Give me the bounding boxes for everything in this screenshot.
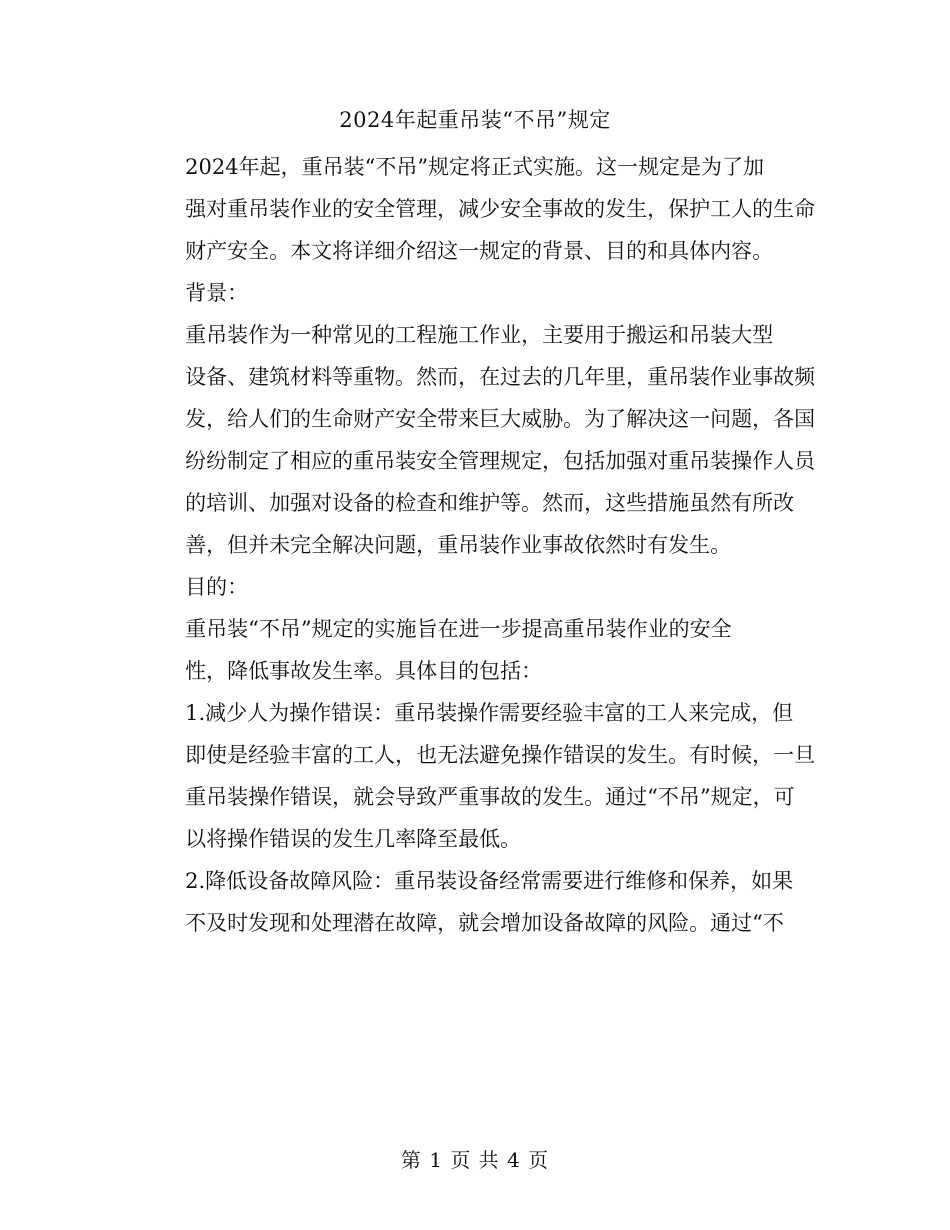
text-line: 强对重吊装作业的安全管理，减少安全事故的发生，保护工人的生命: [185, 197, 816, 221]
text-line: 2024年起，重吊装“不吊”规定将正式实施。这一规定是为了加: [185, 155, 765, 179]
text-line: 目的：: [185, 575, 249, 599]
section-heading-purpose: [140, 566, 815, 608]
text-line: 纷纷制定了相应的重吊装安全管理规定，包括加强对重吊装操作人员: [185, 449, 816, 473]
paragraph-intro: [140, 146, 815, 272]
list-item-1: [140, 692, 815, 860]
text-line: 以将操作错误的发生几率降至最低。: [185, 827, 522, 851]
text-line: 重吊装操作错误，就会导致严重事故的发生。通过“不吊”规定，可: [185, 785, 795, 809]
text-line: 善，但并未完全解决问题，重吊装作业事故依然时有发生。: [185, 533, 732, 557]
document-title: 2024年起重吊装“不吊”规定: [339, 108, 611, 132]
document-body: [140, 146, 815, 944]
text-line: 重吊装作为一种常见的工程施工作业，主要用于搬运和吊装大型: [185, 323, 774, 347]
text-line: 的培训、加强对设备的检查和维护等。然而，这些措施虽然有所改: [185, 491, 795, 515]
text-line: 背景：: [185, 281, 249, 305]
text-line: 重吊装“不吊”规定的实施旨在进一步提高重吊装作业的安全: [185, 617, 732, 641]
text-line: 1.减少人为操作错误：重吊装操作需要经验丰富的工人来完成，但: [185, 701, 794, 725]
page-number-footer: 第 1 页 共 4 页: [400, 1148, 550, 1172]
list-item-2: [140, 860, 815, 944]
text-line: 性，降低事故发生率。具体目的包括：: [185, 659, 543, 683]
text-line: 设备、建筑材料等重物。然而，在过去的几年里，重吊装作业事故频: [185, 365, 816, 389]
paragraph-background: [140, 314, 815, 566]
text-line: 发，给人们的生命财产安全带来巨大威胁。为了解决这一问题，各国: [185, 407, 816, 431]
section-heading-background: [140, 272, 815, 314]
text-line: 即使是经验丰富的工人，也无法避免操作错误的发生。有时候，一旦: [185, 743, 816, 767]
paragraph-purpose: [140, 608, 815, 692]
text-line: 财产安全。本文将详细介绍这一规定的背景、目的和具体内容。: [185, 239, 774, 263]
text-line: 2.降低设备故障风险：重吊装设备经常需要进行维修和保养，如果: [185, 869, 794, 893]
text-line: 不及时发现和处理潜在故障，就会增加设备故障的风险。通过“不: [185, 911, 784, 935]
